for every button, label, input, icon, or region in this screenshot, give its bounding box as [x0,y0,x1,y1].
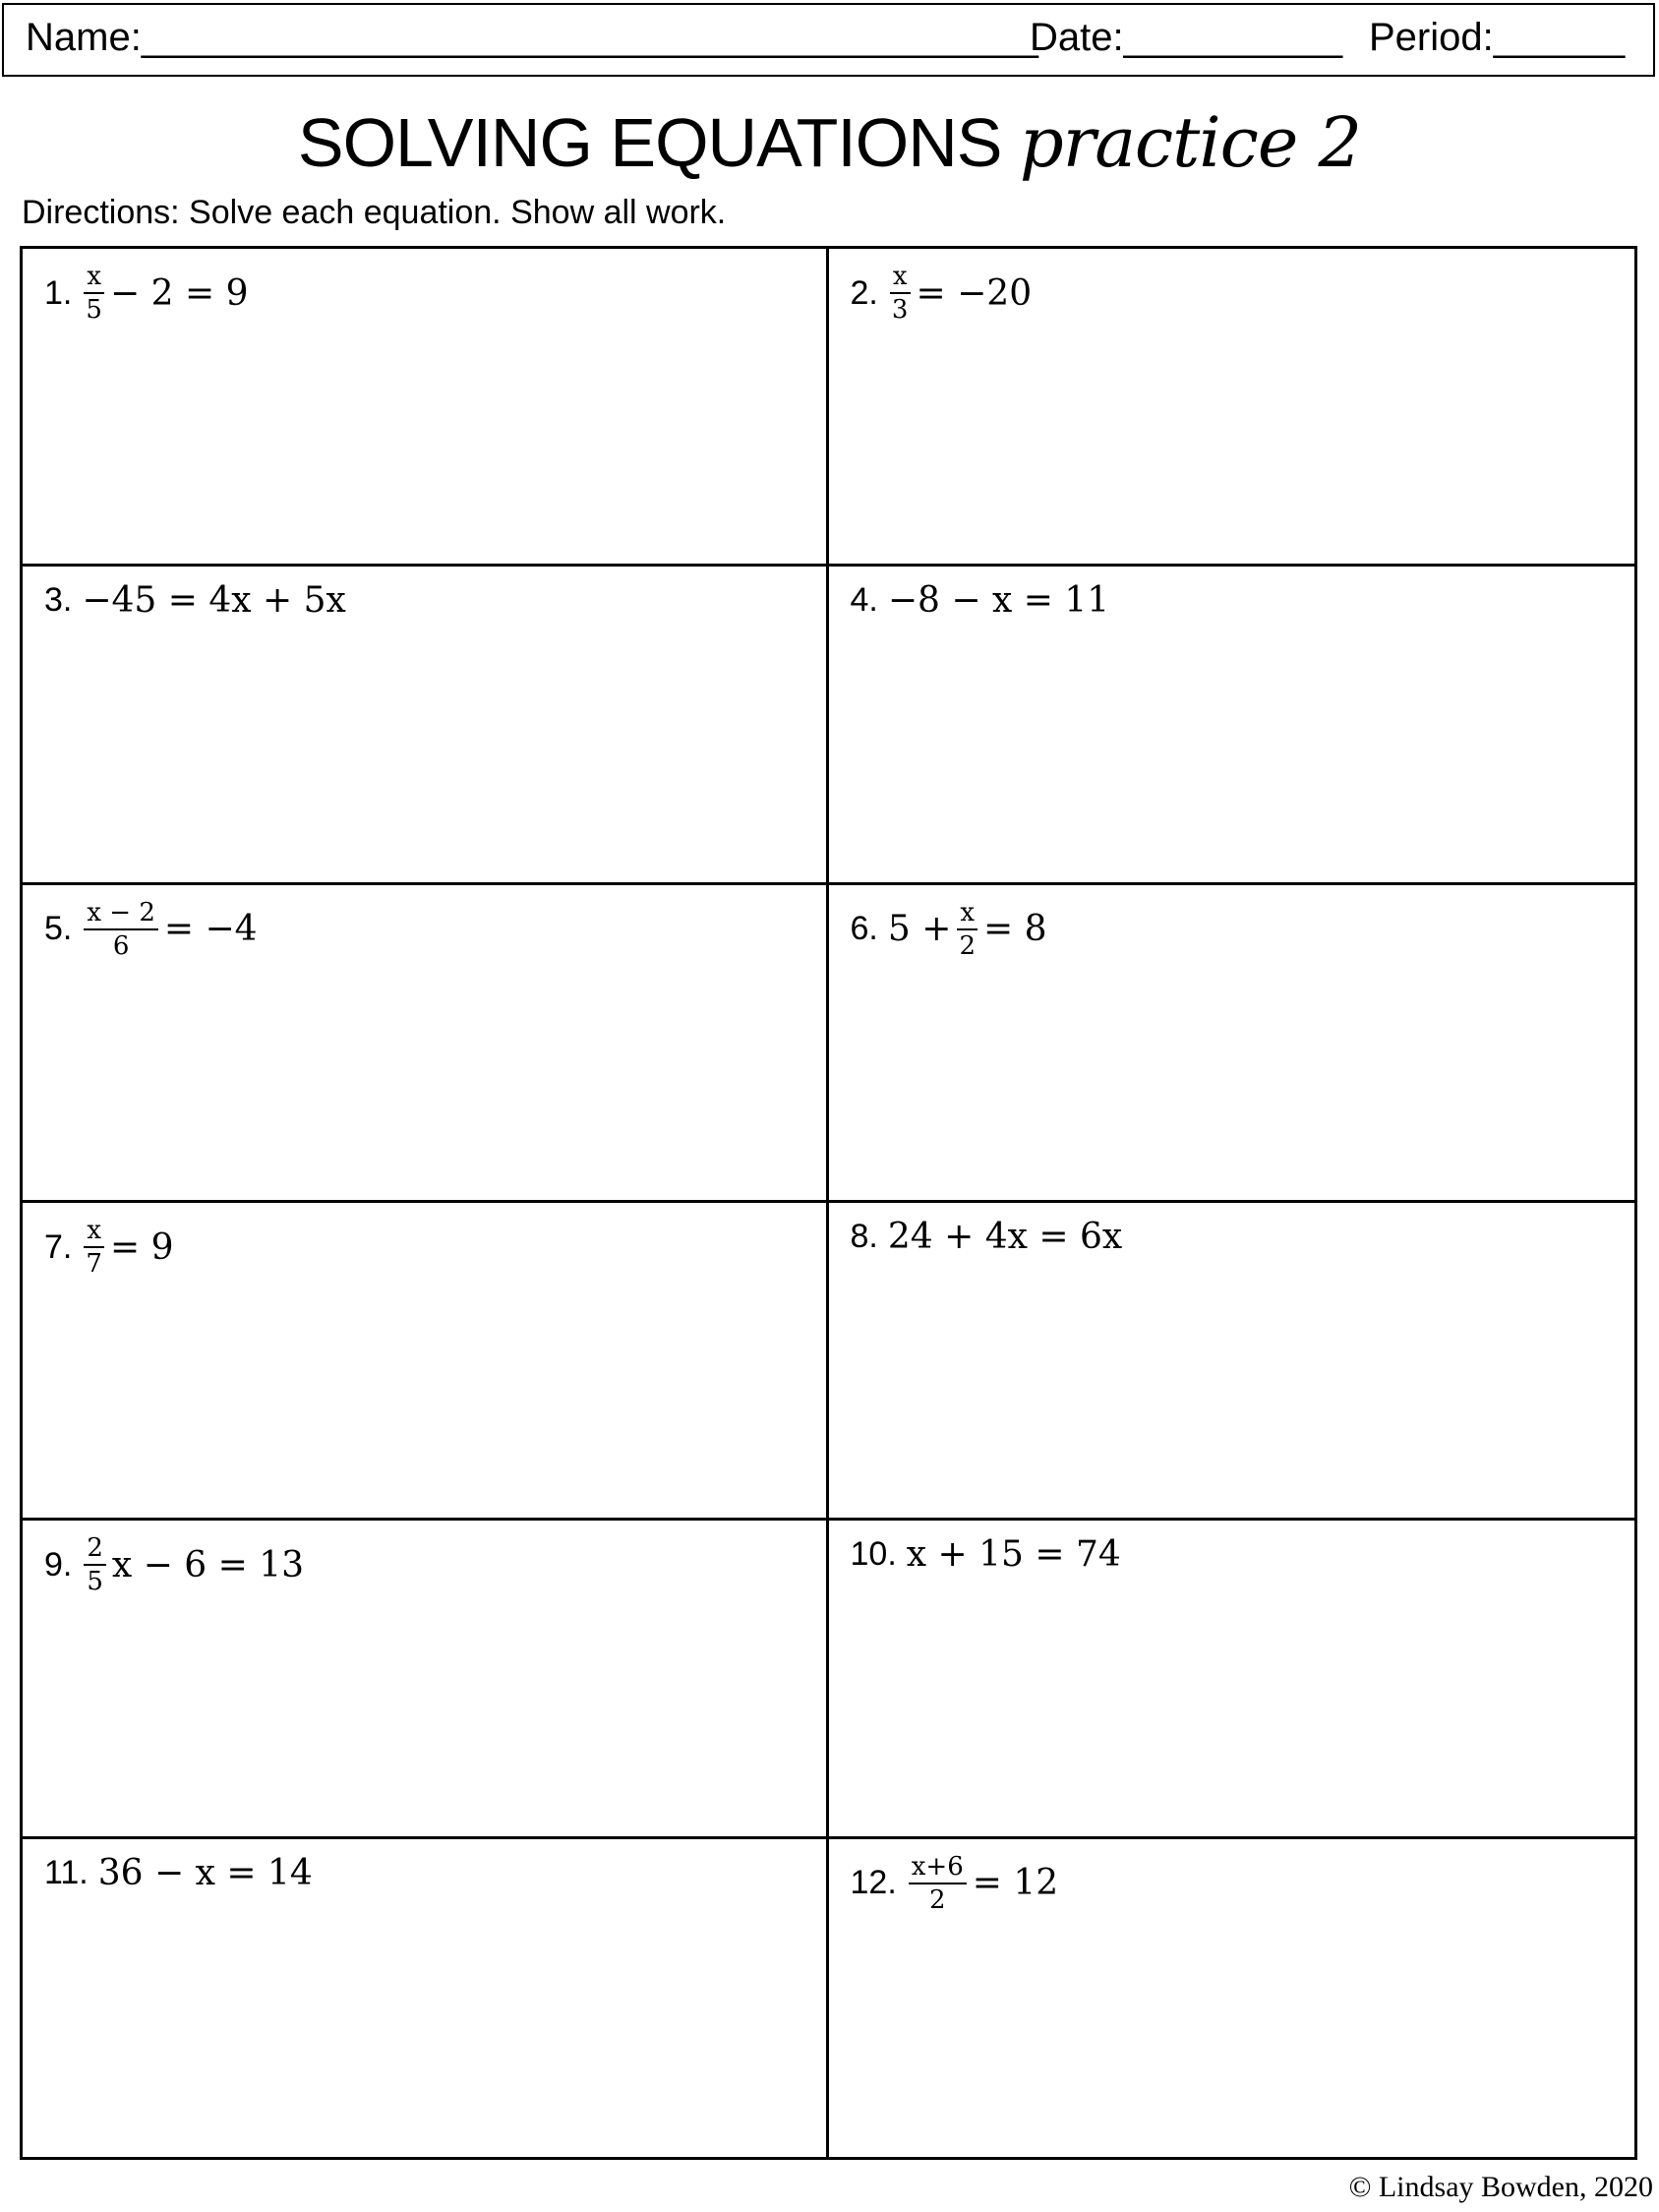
problem-number: 1. [44,273,73,312]
fraction-denominator: 6 [112,930,130,961]
problem-3 [44,580,348,621]
equation-left: x + 15 = 74 [906,1534,1121,1576]
problem-number: 12. [850,1864,897,1902]
problem-cell[interactable] [829,885,1635,1203]
fraction-numerator: x [957,899,978,930]
fraction-denominator: 7 [86,1249,102,1279]
problem-cell[interactable] [23,1203,829,1521]
problem-cell[interactable] [23,249,829,567]
equation-right: = 8 [983,909,1047,950]
equation-left: 24 + 4x = 6x [887,1217,1123,1257]
fraction-numerator: x+6 [909,1853,967,1884]
fraction-numerator: x [890,263,911,294]
fraction-numerator: x − 2 [84,899,158,930]
problem-cell[interactable] [23,1839,829,2157]
problem-number: 4. [850,581,878,620]
problem-4 [851,580,1112,621]
problem-5 [44,899,260,960]
equation-right: = −20 [916,272,1033,314]
equation [96,1853,315,1893]
date-field[interactable]: Date:__________ [1030,16,1343,59]
problem-8 [851,1217,1125,1257]
problem-number: 7. [44,1227,73,1266]
problem-number: 11. [44,1853,89,1891]
problem-number: 2. [850,273,878,312]
equation [80,1217,175,1278]
page-title [0,98,1659,187]
fraction-denominator: 2 [959,930,976,961]
equation-left: 36 − x = 14 [97,1852,313,1893]
problem-11 [44,1853,315,1893]
fraction-numerator: x [84,1217,104,1248]
problem-number: 10. [850,1535,897,1574]
problem-number: 5. [44,910,73,948]
equation-right: = −4 [163,909,258,950]
problem-cell[interactable] [829,567,1635,884]
header-bar [2,3,1655,77]
equation [80,899,259,960]
equation [80,1534,306,1595]
equation-right: − 2 = 9 [110,272,249,314]
fraction-denominator: 5 [87,1567,103,1597]
problem-cell[interactable] [829,1203,1635,1521]
problem-cell[interactable] [829,1521,1635,1838]
fraction [84,899,158,960]
equation-right: x − 6 = 13 [111,1544,305,1585]
problem-9 [44,1534,306,1595]
problem-number: 3. [44,581,73,620]
directions-text: Directions: Solve each equation. Show all work. [22,194,727,231]
copyright-text: © Lindsay Bowden, 2020 [1348,2171,1653,2203]
equation-left: 5 + [887,909,952,950]
problem-12 [851,1853,1061,1914]
problem-grid [20,246,1637,2160]
fraction [84,1534,106,1595]
equation [905,1853,1060,1914]
problem-6 [851,899,1049,960]
name-field[interactable]: Name:_________________________________________ [26,16,1038,59]
equation [886,263,1034,324]
title-script: practice 2 [1019,102,1362,183]
equation [886,899,1049,960]
equation-right: = 12 [972,1863,1059,1904]
problem-cell[interactable] [829,249,1635,567]
equation-right: = 9 [110,1226,174,1268]
equation-left: −8 − x = 11 [887,580,1110,622]
problem-cell[interactable] [23,1521,829,1838]
equation-left: −45 = 4x + 5x [82,580,346,622]
problem-cell[interactable] [23,885,829,1203]
problem-2 [851,263,1035,324]
problem-cell[interactable] [829,1839,1635,2157]
title-main: SOLVING EQUATIONS [297,104,1002,181]
equation [886,1217,1124,1257]
fraction-denominator: 5 [86,295,102,325]
equation [80,580,348,621]
problem-number: 8. [850,1218,878,1255]
fraction-numerator: 2 [84,1534,106,1566]
problem-number: 9. [44,1545,73,1584]
equation [80,263,250,324]
fraction [84,263,104,324]
period-field[interactable]: Period:______ [1369,16,1626,59]
problem-number: 6. [850,910,878,948]
fraction-numerator: x [84,263,104,294]
problem-10 [851,1534,1123,1575]
fraction [890,263,911,324]
fraction-denominator: 2 [928,1884,946,1915]
fraction [909,1853,967,1914]
fraction-denominator: 3 [891,295,909,325]
problem-1 [44,263,251,324]
problem-7 [44,1217,176,1278]
fraction [84,1217,104,1278]
equation [905,1534,1123,1575]
fraction [957,899,978,960]
problem-cell[interactable] [23,567,829,884]
equation [886,580,1111,621]
